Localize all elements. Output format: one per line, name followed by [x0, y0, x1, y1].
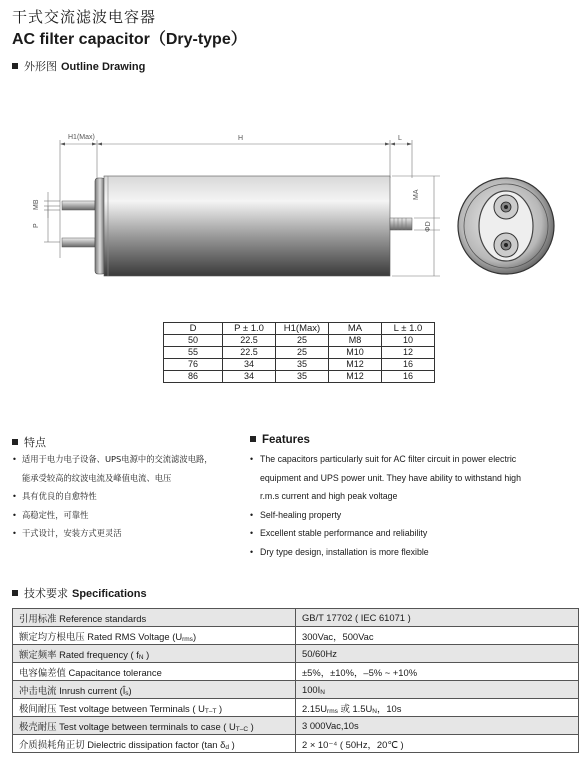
list-item-cont: r.m.s current and high peak voltage: [260, 491, 398, 502]
table-row: [13, 699, 579, 717]
spec-value: 2 × 10⁻⁴ ( 50Hz，20℃ ): [296, 735, 579, 753]
table-cell: 10: [382, 335, 435, 347]
list-item-text: Self-healing property: [260, 509, 342, 520]
table-row: [13, 717, 579, 735]
list-item: • 具有优良的自愈特性: [12, 491, 97, 502]
outline-heading: [12, 58, 145, 74]
label-ma: MA: [413, 189, 420, 200]
table-cell: 22.5: [223, 347, 276, 359]
dim-header-p: P ± 1.0: [223, 323, 276, 335]
spec-name: 额定频率 Rated frequency ( fN ): [13, 645, 296, 663]
list-item: • The capacitors particularly suit for AC filter circuit in power electric: [250, 454, 517, 464]
table-cell: 76: [164, 359, 223, 371]
spec-value: 3 000Vac,10s: [296, 717, 579, 735]
features-en-heading-text: Features: [262, 434, 310, 446]
list-item: • 干式设计，安装方式更灵活: [12, 528, 122, 539]
section-bullet-icon: [12, 590, 18, 596]
end-view: [458, 178, 554, 274]
features-cn-heading-text: 特点: [24, 436, 46, 449]
table-row: [13, 645, 579, 663]
list-item-text: Dry type design, installation is more flexible: [260, 546, 429, 557]
list-item: • 适用于电力电子设备、UPS电源中的交流滤波电路，: [12, 454, 213, 464]
spec-name: 冲击电流 Inrush current (Îs): [13, 681, 296, 699]
dim-header-d: D: [164, 323, 223, 335]
dimension-table: [163, 322, 435, 383]
page-title-en: AC filter capacitor（Dry-type）: [12, 31, 247, 48]
spec-name: 极壳耐压 Test voltage between terminals to case ( UT–C ): [13, 717, 296, 735]
label-d: ΦD: [425, 221, 432, 232]
table-cell: 25: [276, 347, 329, 359]
list-item-text: 适用于电力电子设备、UPS电源中的交流滤波电路，: [22, 454, 213, 464]
spec-value: 300Vac，500Vac: [296, 627, 579, 645]
spec-value: 50/60Hz: [296, 645, 579, 663]
table-cell: 25: [276, 335, 329, 347]
table-cell: 22.5: [223, 335, 276, 347]
spec-value: 100IN: [296, 681, 579, 699]
table-row: [13, 735, 579, 753]
outline-heading-cn: 外形图: [24, 60, 57, 73]
table-row: [13, 681, 579, 699]
label-h: H: [238, 135, 244, 142]
label-mb: MB: [33, 199, 40, 210]
section-bullet-icon: [12, 63, 18, 69]
outline-drawing: [0, 118, 585, 318]
features-en-heading: [250, 434, 310, 446]
label-h1: H1(Max): [68, 134, 95, 141]
section-bullet-icon: [250, 436, 256, 442]
dim-header-ma: MA: [329, 323, 382, 335]
table-cell: 35: [276, 371, 329, 383]
list-item-cont: equipment and UPS power unit. They have ability to withstand high: [260, 472, 521, 483]
table-cell: 50: [164, 335, 223, 347]
spec-name: 额定均方根电压 Rated RMS Voltage (Urms): [13, 627, 296, 645]
table-row: [164, 347, 435, 359]
page-title-cn: 干式交流滤波电容器: [12, 8, 157, 26]
table-row: [13, 609, 579, 627]
list-item-text: The capacitors particularly suit for AC filter circuit in power electric: [260, 454, 517, 464]
table-cell: M12: [329, 371, 382, 383]
table-cell: 34: [223, 371, 276, 383]
list-item: • Self-healing property: [250, 509, 342, 520]
table-cell: 86: [164, 371, 223, 383]
specs-heading-en: Specifications: [72, 588, 147, 600]
dim-header-h1: H1(Max): [276, 323, 329, 335]
table-cell: 55: [164, 347, 223, 359]
table-cell: 16: [382, 371, 435, 383]
features-en-list: [250, 450, 521, 562]
list-item-text: 具有优良的自愈特性: [22, 491, 97, 502]
dim-header-l: L ± 1.0: [382, 323, 435, 335]
list-item-text: 高稳定性，可靠性: [22, 509, 89, 520]
table-cell: 16: [382, 359, 435, 371]
spec-name: 极间耐压 Test voltage between Terminals ( UT–T ): [13, 699, 296, 717]
table-cell: M10: [329, 347, 382, 359]
table-row: [164, 371, 435, 383]
table-row: [164, 335, 435, 347]
list-item: • 高稳定性，可靠性: [12, 509, 89, 520]
table-cell: 34: [223, 359, 276, 371]
spec-name: 电容偏差值 Capacitance tolerance: [13, 663, 296, 681]
specs-table: [12, 608, 579, 753]
specs-heading-cn: 技术要求: [24, 587, 68, 600]
spec-name: 介质损耗角正切 Dielectric dissipation factor (tan δd ): [13, 735, 296, 753]
table-cell: 12: [382, 347, 435, 359]
list-item: • Excellent stable performance and reliability: [250, 528, 428, 539]
list-item-cont: 能承受较高的纹波电流及峰值电流、电压: [22, 472, 172, 483]
specs-heading: [12, 585, 147, 601]
features-cn-list: [12, 450, 213, 543]
spec-value: ±5%，±10%，–5% ~ +10%: [296, 663, 579, 681]
list-item-text: Excellent stable performance and reliability: [260, 528, 428, 539]
table-row: [13, 663, 579, 681]
table-row: [164, 359, 435, 371]
section-bullet-icon: [12, 439, 18, 445]
features-cn-heading: [12, 434, 50, 450]
label-p: P: [33, 223, 40, 228]
label-l: L: [398, 135, 402, 142]
list-item: • Dry type design, installation is more flexible: [250, 546, 429, 557]
table-cell: M8: [329, 335, 382, 347]
table-row: [13, 627, 579, 645]
list-item-text: 干式设计，安装方式更灵活: [22, 528, 122, 539]
spec-name: 引用标准 Reference standards: [13, 609, 296, 627]
spec-value: GB/T 17702 ( IEC 61071 ): [296, 609, 579, 627]
outline-heading-en: Outline Drawing: [61, 61, 146, 73]
table-cell: M12: [329, 359, 382, 371]
spec-value: 2.15Urms 或 1.5UN，10s: [296, 699, 579, 717]
table-cell: 35: [276, 359, 329, 371]
